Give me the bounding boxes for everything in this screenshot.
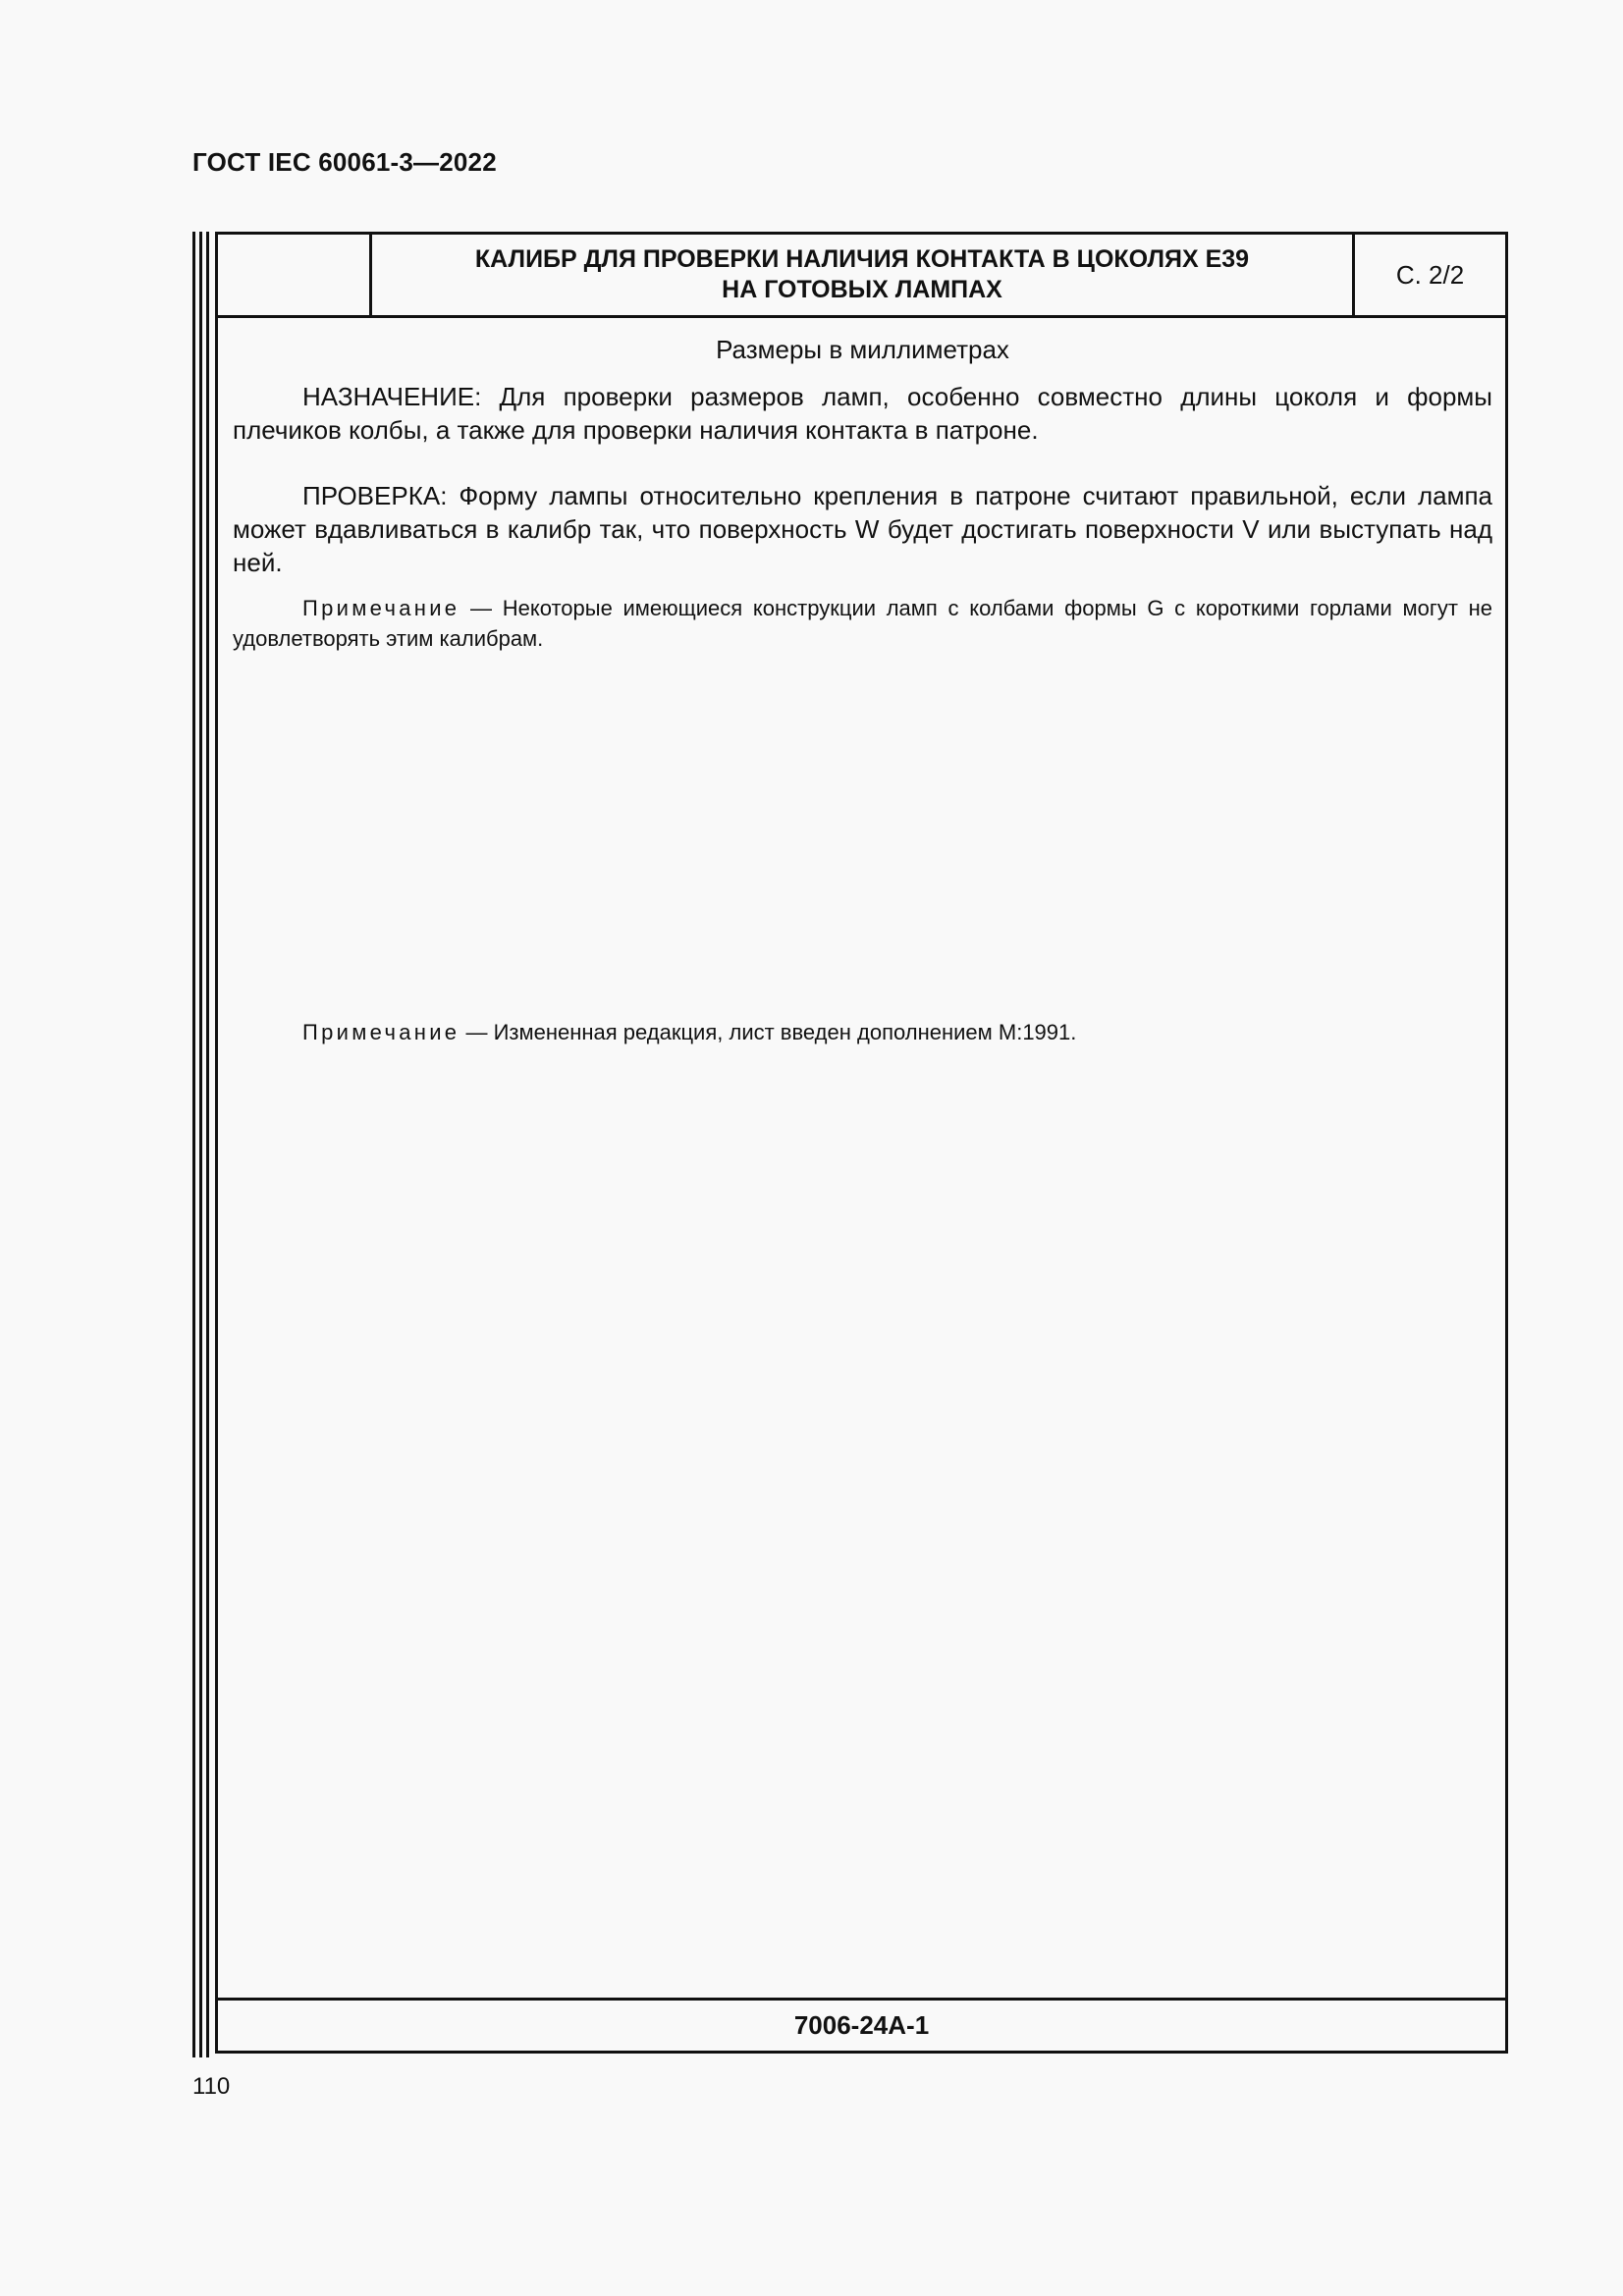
note-2	[302, 1017, 1076, 1047]
check-paragraph: ПРОВЕРКА: Форму лампы относительно крепления в патроне считают правильной, если лампа может вдавливаться в калибр так, что поверхность W будет достигать поверхности V или выступать над ней.	[233, 481, 1492, 577]
margin-rule-inner	[206, 232, 209, 2057]
standard-sheet	[215, 232, 1508, 2054]
sheet-page-ref: С. 2/2	[1395, 259, 1465, 290]
note-1	[233, 593, 1492, 654]
note-2-text: — Измененная редакция, лист введен дополнением М:1991.	[460, 1020, 1077, 1044]
sheet-body	[233, 333, 1492, 1044]
note-1-text: — Некоторые имеющиеся конструкции ламп с колбами формы G с короткими горлами могут не удовлетворять этим калибрам.	[233, 596, 1492, 651]
sheet-title-row	[218, 235, 1505, 318]
units-caption: Размеры в миллиметрах	[716, 335, 1009, 364]
sheet-code: 7006-24А-1	[218, 1998, 1505, 2051]
margin-rule-middle	[199, 232, 202, 2057]
note-2-label: Примечание	[302, 1020, 460, 1044]
document-header: ГОСТ IEC 60061-3—2022	[192, 147, 497, 177]
sheet-title-line1: КАЛИБР ДЛЯ ПРОВЕРКИ НАЛИЧИЯ КОНТАКТА В ЦОКОЛЯХ Е39	[474, 245, 1250, 273]
note-1-label: Примечание	[302, 596, 460, 620]
title-blank-cell	[218, 235, 372, 315]
page-number: 110	[192, 2073, 231, 2100]
sheet-title-line2: НА ГОТОВЫХ ЛАМПАХ	[722, 276, 1002, 303]
margin-rule-outer	[192, 232, 195, 2057]
purpose-paragraph: НАЗНАЧЕНИЕ: Для проверки размеров ламп, особенно совместно длины цоколя и формы плечиков колбы, а также для проверки наличия контакта в патроне.	[233, 382, 1492, 445]
sheet-title	[372, 235, 1355, 315]
